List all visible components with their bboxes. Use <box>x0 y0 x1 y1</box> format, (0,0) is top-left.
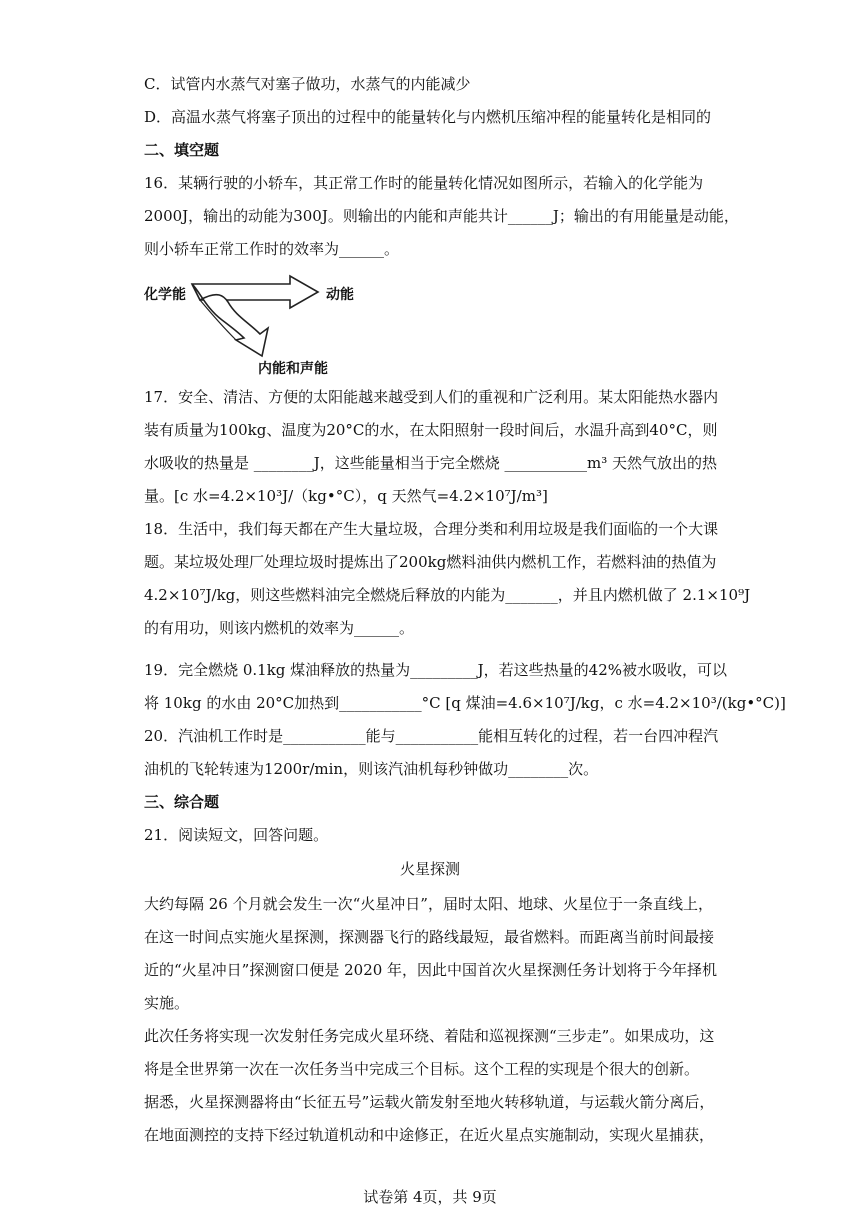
question-18-line: 题。某垃圾处理厂处理垃圾时提炼出了200kg燃料油供内燃机工作，若燃料油的热值为 <box>144 553 717 571</box>
question-16-line: 则小轿车正常工作时的效率为______。 <box>144 240 400 258</box>
section-heading-fill-in: 二、填空题 <box>144 141 220 159</box>
question-20-line: 油机的飞轮转速为1200r/min，则该汽油机每秒钟做功________次。 <box>144 760 599 778</box>
question-19-line: 19．完全燃烧 0.1kg 煤油释放的热量为_________J，若这些热量的42%被水吸收，可以 <box>144 661 728 679</box>
energy-flow-diagram <box>140 272 370 382</box>
article-line: 此次任务将实现一次发射任务完成火星环绕、着陆和巡视探测“三步走”。如果成功，这 <box>144 1027 715 1045</box>
internal-sound-energy-label: 内能和声能 <box>258 361 328 377</box>
article-line: 实施。 <box>144 994 190 1012</box>
chemical-energy-label: 化学能 <box>144 287 186 303</box>
question-17-line: 水吸收的热量是 ________J，这些能量相当于完全燃烧 ___________m³ 天然气放出的热 <box>144 454 718 472</box>
question-18-line: 18．生活中，我们每天都在产生大量垃圾，合理分类和利用垃圾是我们面临的一个大课 <box>144 520 719 538</box>
question-20-line: 20．汽油机工作时是___________能与___________能相互转化的过程，若一台四冲程汽 <box>144 727 719 745</box>
question-21-line: 21．阅读短文，回答问题。 <box>144 826 329 844</box>
kinetic-energy-label: 动能 <box>326 287 354 303</box>
article-line: 在地面测控的支持下经过轨道机动和中途修正，在近火星点实施制动，实现火星捕获， <box>144 1126 715 1144</box>
question-16-line: 16．某辆行驶的小轿车，其正常工作时的能量转化情况如图所示，若输入的化学能为 <box>144 174 704 192</box>
article-line: 在这一时间点实施火星探测，探测器飞行的路线最短，最省燃料。而距离当前时间最接 <box>144 928 715 946</box>
article-title: 火星探测 <box>399 860 460 878</box>
article-line: 大约每隔 26 个月就会发生一次“火星冲日”，届时太阳、地球、火星位于一条直线上， <box>144 895 713 913</box>
option-d: D．高温水蒸气将塞子顶出的过程中的能量转化与内燃机压缩冲程的能量转化是相同的 <box>144 108 712 126</box>
article-line: 近的“火星冲日”探测窗口便是 2020 年，因此中国首次火星探测任务计划将于今年择机 <box>144 961 718 979</box>
question-16-line: 2000J，输出的动能为300J。则输出的内能和声能共计______J；输出的有用能量是动能， <box>144 207 739 225</box>
section-heading-comprehensive: 三、综合题 <box>144 793 220 811</box>
question-17-line: 量。[c 水=4.2×10³J/（kg•°C），q 天然气=4.2×10⁷J/m³] <box>144 487 548 505</box>
question-17-line: 17．安全、清洁、方便的太阳能越来越受到人们的重视和广泛利用。某太阳能热水器内 <box>144 388 719 406</box>
article-line: 将是全世界第一次在一次任务当中完成三个目标。这个工程的实现是个很大的创新。 <box>144 1060 700 1078</box>
question-19-line: 将 10kg 的水由 20°C加热到___________°C [q 煤油=4.6×10⁷J/kg，c 水=4.2×10³/(kg•°C)] <box>144 694 786 712</box>
question-17-line: 装有质量为100kg、温度为20°C的水，在太阳照射一段时间后，水温升高到40°C，则 <box>144 421 718 439</box>
page-footer: 试卷第 4页，共 9页 <box>363 1188 497 1206</box>
question-18-line: 4.2×10⁷J/kg，则这些燃料油完全燃烧后释放的内能为_______，并且内燃机做了 2.1×10⁹J <box>144 586 751 604</box>
article-line: 据悉，火星探测器将由“长征五号”运载火箭发射至地火转移轨道，与运载火箭分离后， <box>144 1093 715 1111</box>
question-18-line: 的有用功，则该内燃机的效率为______。 <box>144 619 415 637</box>
option-c: C．试管内水蒸气对塞子做功，水蒸气的内能减少 <box>144 75 471 93</box>
